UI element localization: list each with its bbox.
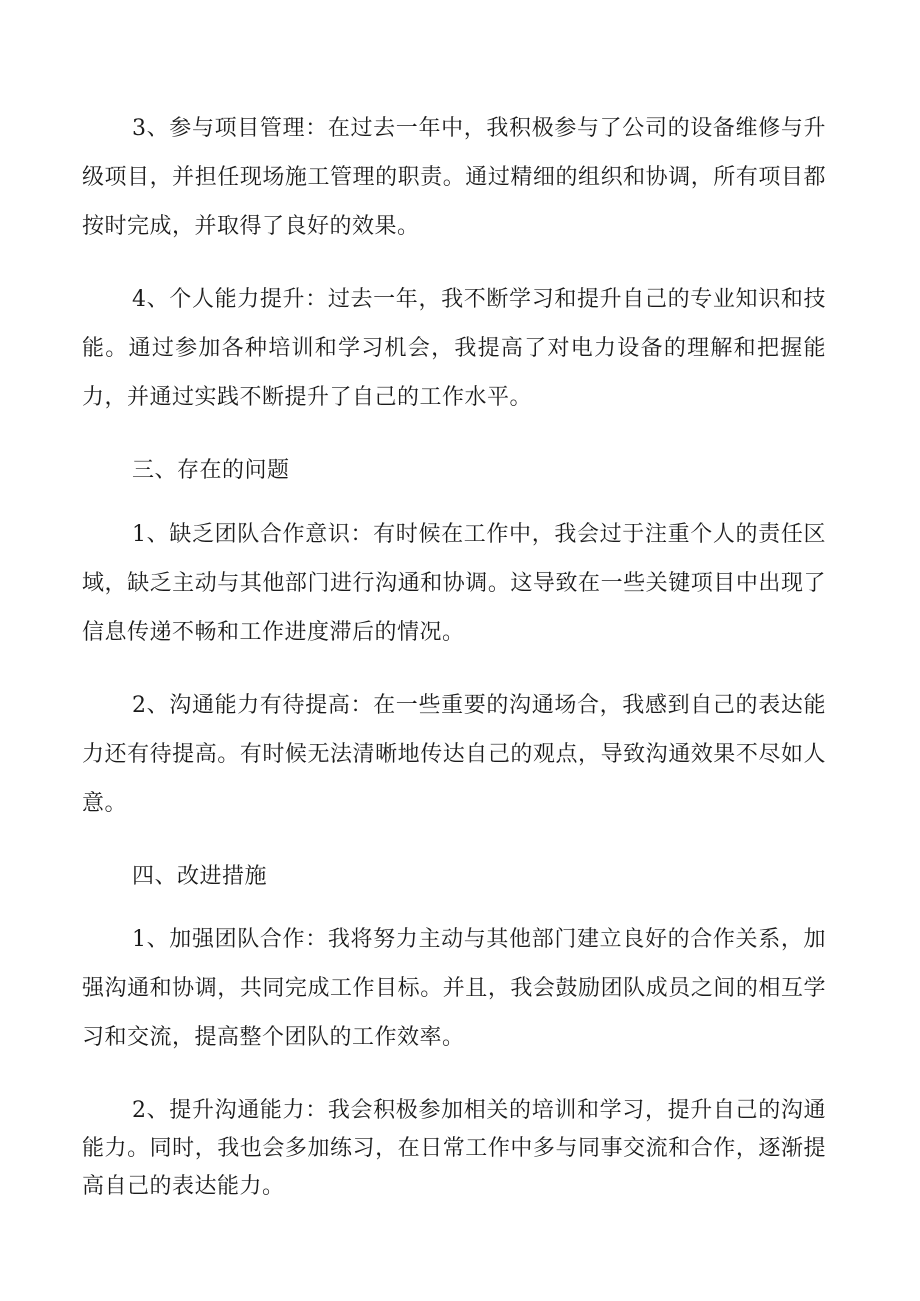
paragraph-communication-improvement: 2、提升沟通能力：我会积极参加相关的培训和学习，提升自己的沟通能力。同时，我也会多加练习，在日常工作中多与同事交流和合作，逐渐提高自己的表达能力。: [82, 1098, 826, 1199]
section-heading-improvements: 四、改进措施: [132, 864, 268, 889]
paragraph-communication-problem: 2、沟通能力有待提高：在一些重要的沟通场合，我感到自己的表达能力还有待提高。有时候无法清晰地传达自己的观点，导致沟通效果不尽如人意。: [82, 693, 826, 816]
section-heading-problems: 三、存在的问题: [132, 458, 290, 483]
paragraph-teamwork-improvement: 1、加强团队合作：我将努力主动与其他部门建立良好的合作关系，加强沟通和协调，共同完成工作目标。并且，我会鼓励团队成员之间的相互学习和交流，提高整个团队的工作效率。: [82, 927, 826, 1050]
paragraph-project-management: 3、参与项目管理：在过去一年中，我积极参与了公司的设备维修与升级项目，并担任现场施工管理的职责。通过精细的组织和协调，所有项目都按时完成，并取得了良好的效果。: [82, 116, 826, 239]
paragraph-teamwork-problem: 1、缺乏团队合作意识：有时候在工作中，我会过于注重个人的责任区域，缺乏主动与其他部门进行沟通和协调。这导致在一些关键项目中出现了信息传递不畅和工作进度滞后的情况。: [82, 522, 826, 645]
paragraph-ability-improvement: 4、个人能力提升：过去一年，我不断学习和提升自己的专业知识和技能。通过参加各种培训和学习机会，我提高了对电力设备的理解和把握能力，并通过实践不断提升了自己的工作水平。: [82, 287, 826, 410]
